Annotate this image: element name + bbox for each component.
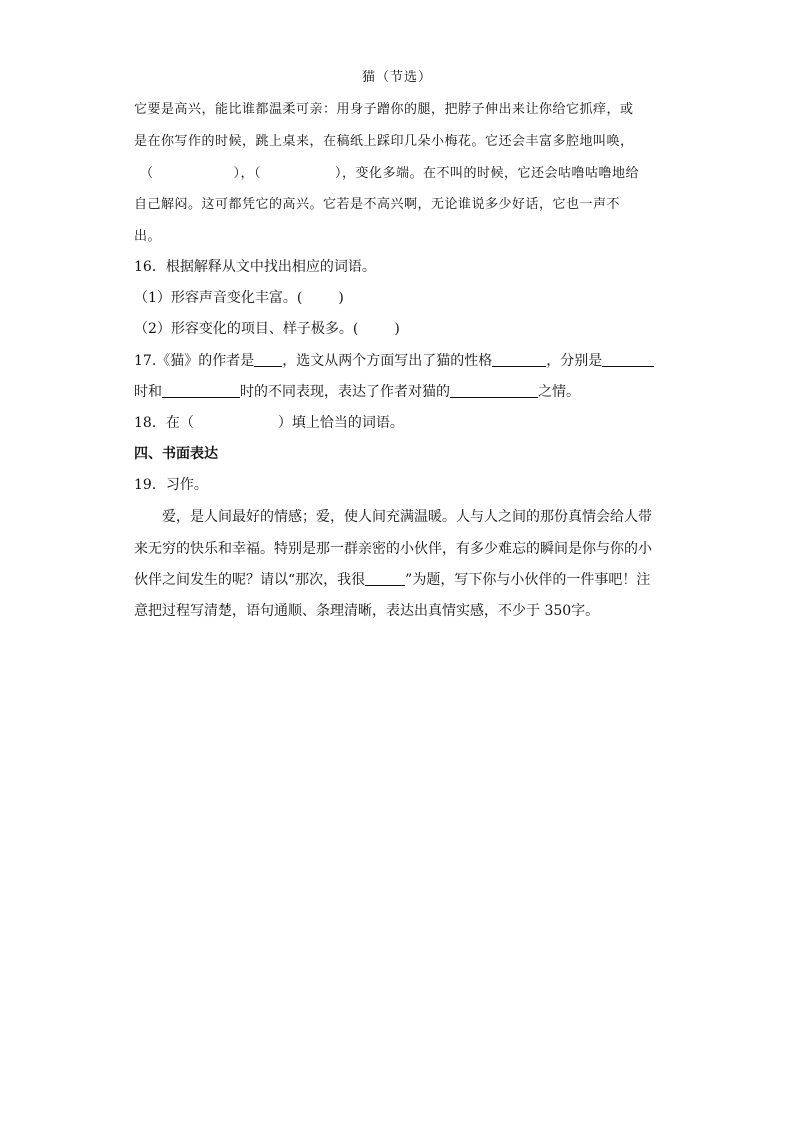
essay-line: 来无穷的快乐和幸福。特别是那一群亲密的小伙伴，有多少难忘的瞬间是你与你的小 [134, 541, 652, 557]
question-17-line-1: 17.《猫》的作者是 ，选文从两个方面写出了猫的性格 ，分别是 [134, 350, 654, 370]
answer-blank[interactable] [602, 352, 654, 367]
essay-line: 爱，是人间最好的情感；爱，使人间充满温暖。人与人之间的那份真情会给人带 [162, 509, 652, 525]
question-17-line-2: 时和 时的不同表现，表达了作者对猫的 之情。 [134, 384, 580, 400]
question-16-item-1: （1）形容声音变化丰富。( ) [134, 290, 344, 306]
title-blank[interactable] [365, 571, 405, 586]
section-heading: 四、书面表达 [134, 446, 218, 462]
passage-line [134, 162, 639, 181]
passage-line: 是在你写作的时候，跳上桌来，在稿纸上踩印几朵小梅花。它还会丰富多腔地叫唤， [134, 134, 634, 149]
passage-line-rest: ），变化多端。在不叫的时候，它还会咕噜咕噜地给 [335, 166, 640, 181]
essay-line: 意把过程写清楚，语句通顺、条理清晰，表达出真情实感，不少于 350字。 [134, 603, 600, 619]
answer-blank[interactable] [450, 383, 538, 398]
essay-line: 伙伴之间发生的呢？请以“那次，我很 ”为题，写下你与小伙伴的一件事吧！注 [134, 572, 651, 588]
question-16-item-2: （2）形容变化的项目、样子极多。( ) [134, 321, 400, 337]
answer-blank[interactable] [254, 352, 282, 367]
question-19-stem: 19．习作。 [134, 477, 208, 493]
passage-line: 自己解闷。这可都凭它的高兴。它若是不高兴啊，无论谁说多少好话，它也一声不 [134, 197, 621, 212]
paren-close: ），（ [233, 166, 262, 181]
passage-line: 它要是高兴，能比谁都温柔可亲：用身子蹭你的腿，把脖子伸出来让你给它抓痒，或 [134, 102, 634, 117]
passage-title: 猫（节选） [361, 70, 432, 85]
answer-blank[interactable] [162, 383, 240, 398]
question-18: 18．在（ ）填上恰当的词语。 [134, 415, 404, 431]
paren-open: （ [140, 166, 154, 181]
question-16-stem: 16．根据解释从文中找出相应的词语。 [134, 259, 376, 275]
passage-line: 出。 [134, 229, 162, 244]
answer-blank[interactable] [492, 352, 546, 367]
